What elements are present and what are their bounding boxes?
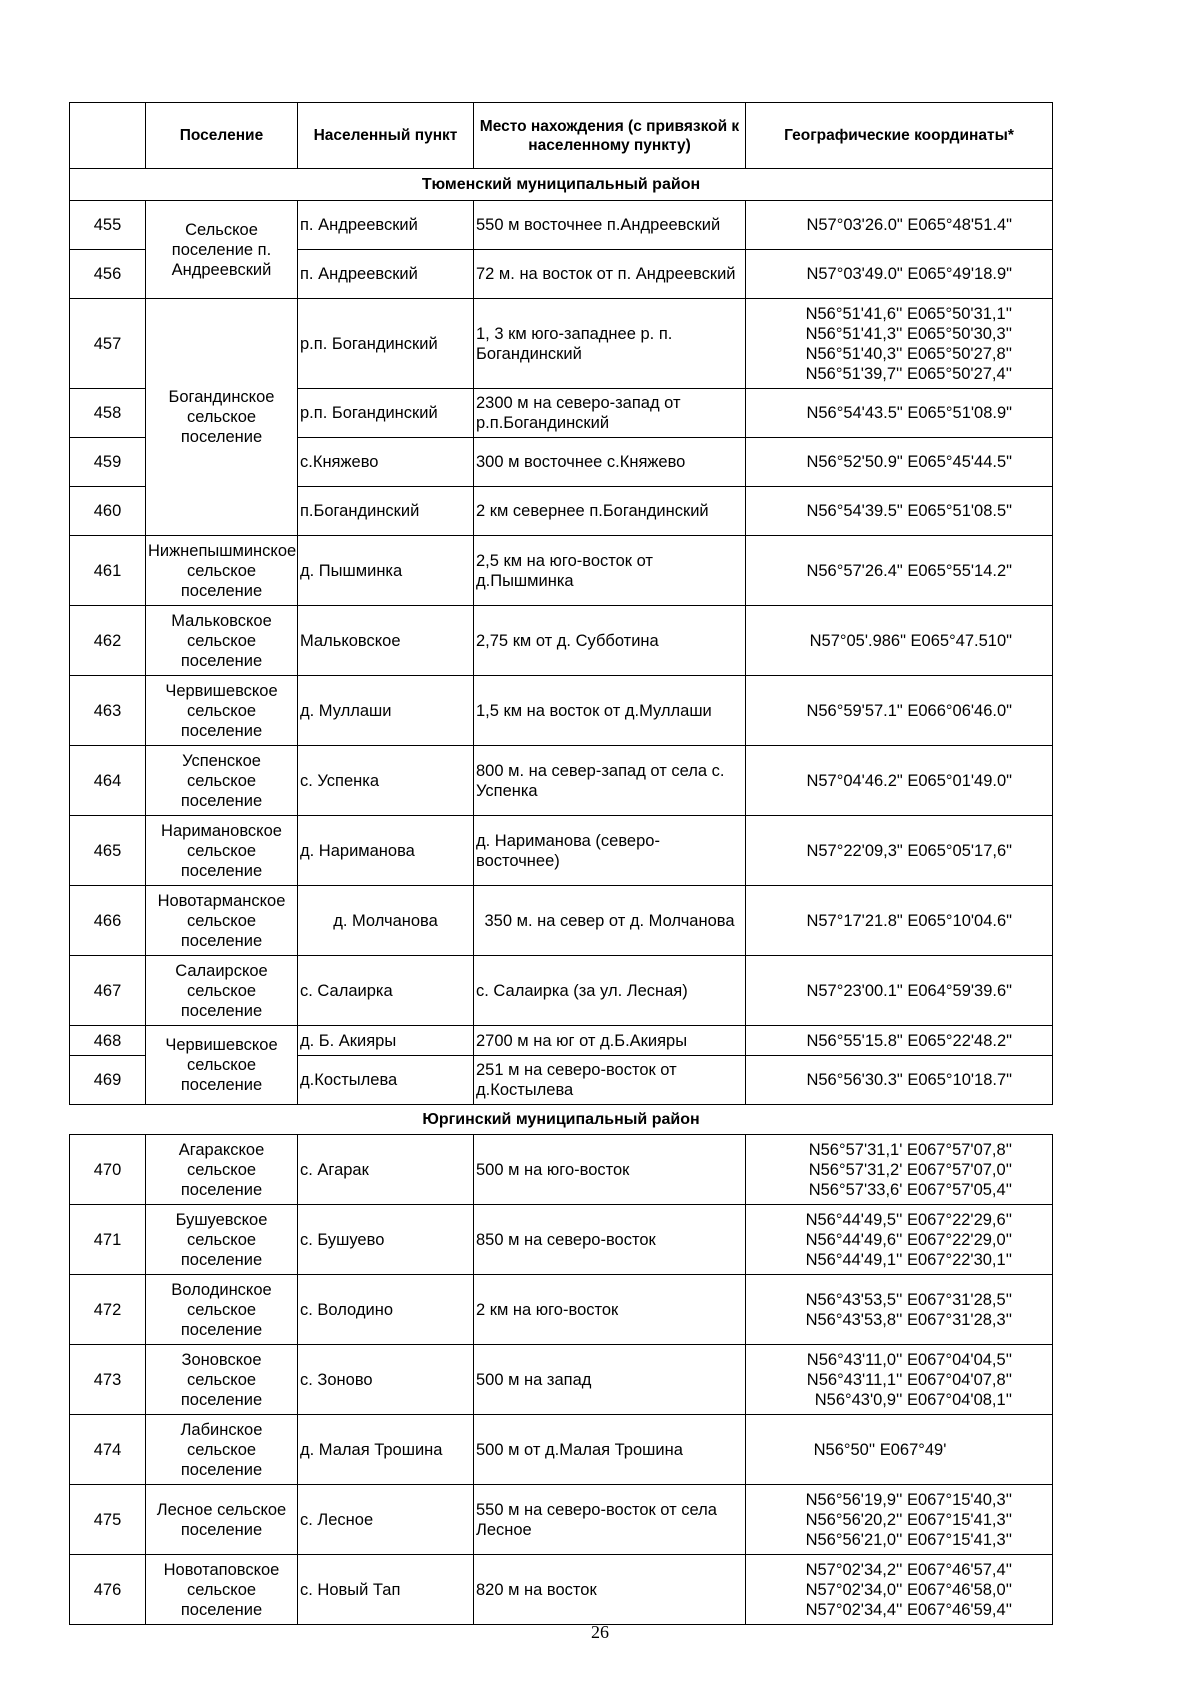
settlement-cell: Салаирское сельское поселение (146, 956, 298, 1026)
section-row (70, 169, 1053, 201)
settlement-cell: Володинское сельское поселение (146, 1275, 298, 1345)
settlement-cell: Червишевское сельское поселение (146, 1026, 298, 1105)
locality-cell: с. Володино (298, 1275, 474, 1345)
locality-cell: с. Зоново (298, 1345, 474, 1415)
coordinate-line: N56°57'33,6' E067°57'05,4'' (808, 1180, 1012, 1199)
settlement-cell: Лабинское сельское поселение (146, 1415, 298, 1485)
place-cell: 500 м на юго-восток (474, 1135, 746, 1205)
settlement-cell: Бушуевское сельское поселение (146, 1205, 298, 1275)
coordinates-cell (746, 606, 1053, 676)
place-cell: 251 м на северо-восток от д.Костылева (474, 1056, 746, 1105)
row-number: 466 (70, 886, 146, 956)
settlement-cell: Богандинское сельское поселение (146, 299, 298, 536)
coordinates-cell (746, 438, 1053, 487)
row-number: 458 (70, 389, 146, 438)
table-row (70, 1345, 1053, 1415)
place-cell: 2,75 км от д. Субботина (474, 606, 746, 676)
coordinate-line: N56°57'26.4" E065°55'14.2" (806, 561, 1012, 580)
place-cell: 550 м восточнее п.Андреевский (474, 201, 746, 250)
header-coordinates: Географические координаты* (746, 103, 1053, 169)
coordinate-line: N56°57'31,1' E067°57'07,8'' (808, 1140, 1012, 1159)
coordinate-line: N57°04'46.2" E065°01'49.0" (806, 771, 1012, 790)
row-number: 473 (70, 1345, 146, 1415)
row-number: 475 (70, 1485, 146, 1555)
place-cell: 2300 м на северо-запад от р.п.Богандинский (474, 389, 746, 438)
coordinates-cell (746, 1275, 1053, 1345)
coordinate-line: N56°56'20,2'' E067°15'41,3'' (805, 1510, 1012, 1529)
coordinates-cell (746, 676, 1053, 746)
table-row (70, 1485, 1053, 1555)
settlement-cell: Червишевское сельское поселение (146, 676, 298, 746)
coordinate-line: N56°51'41,3'' E065°50'30,3'' (805, 324, 1012, 343)
place-cell: 300 м восточнее с.Княжево (474, 438, 746, 487)
place-cell: 820 м на восток (474, 1555, 746, 1625)
row-number: 469 (70, 1056, 146, 1105)
locality-cell: р.п. Богандинский (298, 299, 474, 389)
row-number: 467 (70, 956, 146, 1026)
place-cell: 550 м на северо-восток от села Лесное (474, 1485, 746, 1555)
row-number: 474 (70, 1415, 146, 1485)
place-cell: 350 м. на север от д. Молчанова (474, 886, 746, 956)
coordinates-cell (746, 1415, 1053, 1485)
coordinate-line: N57°23'00.1" E064°59'39.6" (806, 981, 1012, 1000)
coordinate-line: N57°03'49.0" E065°49'18.9" (806, 265, 1012, 283)
row-number: 463 (70, 676, 146, 746)
coordinates-cell (746, 1205, 1053, 1275)
locality-cell: с. Салаирка (298, 956, 474, 1026)
section-title: Юргинский муниципальный район (70, 1105, 1053, 1135)
coordinates-cell (746, 299, 1053, 389)
locality-cell: д. Б. Акияры (298, 1026, 474, 1056)
row-number: 468 (70, 1026, 146, 1056)
coordinate-line: N56°43'53,8'' E067°31'28,3'' (805, 1310, 1012, 1329)
table-row (70, 606, 1053, 676)
place-cell: 2 км севернее п.Богандинский (474, 487, 746, 536)
row-number: 471 (70, 1205, 146, 1275)
locality-cell: д. Нариманова (298, 816, 474, 886)
coordinates-cell (746, 1345, 1053, 1415)
settlement-cell: Мальковское сельское поселение (146, 606, 298, 676)
place-cell: 2 км на юго-восток (474, 1275, 746, 1345)
coordinate-line: N56°43'0,9'' E067°04'08,1'' (814, 1390, 1012, 1409)
locality-cell: д. Пышминка (298, 536, 474, 606)
table-row (70, 201, 1053, 250)
row-number: 455 (70, 201, 146, 250)
place-cell: 2,5 км на юго-восток от д.Пышминка (474, 536, 746, 606)
coordinates-cell (746, 536, 1053, 606)
settlement-cell: Новотаповское сельское поселение (146, 1555, 298, 1625)
row-number: 472 (70, 1275, 146, 1345)
locality-cell: д. Муллаши (298, 676, 474, 746)
coordinates-cell (746, 746, 1053, 816)
coordinate-line: N56°52'50.9" E065°45'44.5" (806, 453, 1012, 471)
place-cell: 500 м от д.Малая Трошина (474, 1415, 746, 1485)
locality-cell: п. Андреевский (298, 201, 474, 250)
table-row (70, 886, 1053, 956)
table-row (70, 816, 1053, 886)
settlement-cell: Успенское сельское поселение (146, 746, 298, 816)
table-row (70, 1555, 1053, 1625)
coordinates-cell (746, 201, 1053, 250)
coordinate-line: N56°43'11,1'' E067°04'07,8'' (806, 1370, 1012, 1389)
place-cell: 72 м. на восток от п. Андреевский (474, 250, 746, 299)
page-number: 26 (591, 1622, 609, 1642)
row-number: 460 (70, 487, 146, 536)
coordinates-cell (746, 956, 1053, 1026)
table-row (70, 676, 1053, 746)
locality-cell: с. Успенка (298, 746, 474, 816)
place-cell: 1, 3 км юго-западнее р. п. Богандинский (474, 299, 746, 389)
locality-cell: с. Агарак (298, 1135, 474, 1205)
settlement-cell: Сельское поселение п. Андреевский (146, 201, 298, 299)
table-row (70, 956, 1053, 1026)
coordinates-cell (746, 1485, 1053, 1555)
coordinates-cell (746, 250, 1053, 299)
table-row (70, 536, 1053, 606)
coordinate-line: N56°44'49,5'' E067°22'29,6'' (805, 1210, 1012, 1229)
place-cell: 2700 м на юг от д.Б.Акияры (474, 1026, 746, 1056)
row-number: 457 (70, 299, 146, 389)
row-number: 462 (70, 606, 146, 676)
settlement-cell: Новотарманское сельское поселение (146, 886, 298, 956)
coordinate-line: N57°02'34,4'' E067°46'59,4'' (805, 1600, 1012, 1619)
locality-cell: п.Богандинский (298, 487, 474, 536)
row-number: 464 (70, 746, 146, 816)
table-row (70, 1205, 1053, 1275)
coordinate-line: N56°51'40,3'' E065°50'27,8'' (805, 344, 1012, 363)
coordinate-line: N57°17'21.8" E065°10'04.6" (806, 911, 1012, 930)
register-table (69, 102, 1053, 1625)
coordinates-cell (746, 886, 1053, 956)
place-cell: с. Салаирка (за ул. Лесная) (474, 956, 746, 1026)
coordinate-line: N56°56'30.3" E065°10'18.7" (806, 1071, 1012, 1089)
place-cell: 1,5 км на восток от д.Муллаши (474, 676, 746, 746)
locality-cell: д.Костылева (298, 1056, 474, 1105)
settlement-cell: Агаракское сельское поселение (146, 1135, 298, 1205)
coordinate-line: N57°05'.986" E065°47.510" (809, 631, 1012, 650)
coordinate-line: N56°51'41,6'' E065°50'31,1'' (805, 304, 1012, 323)
section-row (70, 1105, 1053, 1135)
settlement-cell: Наримановское сельское поселение (146, 816, 298, 886)
coordinate-line: N57°03'26.0" E065°48'51.4" (806, 216, 1012, 234)
locality-cell: с. Бушуево (298, 1205, 474, 1275)
row-number: 470 (70, 1135, 146, 1205)
locality-cell: с. Лесное (298, 1485, 474, 1555)
coordinate-line: N56°43'11,0'' E067°04'04,5'' (806, 1350, 1012, 1369)
coordinate-line: N56°54'39.5" E065°51'08.5" (806, 502, 1012, 520)
coordinate-line: N56°50'' E067°49' (813, 1440, 947, 1459)
coordinate-line: N57°02'34,0'' E067°46'58,0'' (805, 1580, 1012, 1599)
coordinates-cell (746, 487, 1053, 536)
locality-cell: р.п. Богандинский (298, 389, 474, 438)
coordinate-line: N57°02'34,2'' E067°46'57,4'' (805, 1560, 1012, 1579)
section-title: Тюменский муниципальный район (70, 169, 1053, 201)
coordinates-cell (746, 1026, 1053, 1056)
coordinate-line: N56°57'31,2' E067°57'07,0'' (808, 1160, 1012, 1179)
locality-cell: с.Княжево (298, 438, 474, 487)
locality-cell: д. Малая Трошина (298, 1415, 474, 1485)
coordinates-cell (746, 1056, 1053, 1105)
coordinate-line: N56°43'53,5'' E067°31'28,5'' (805, 1290, 1012, 1309)
settlement-cell: Лесное сельское поселение (146, 1485, 298, 1555)
coordinate-line: N57°22'09,3" E065°05'17,6" (806, 841, 1012, 860)
row-number: 465 (70, 816, 146, 886)
place-cell: 500 м на запад (474, 1345, 746, 1415)
coordinate-line: N56°51'39,7'' E065°50'27,4'' (805, 364, 1012, 383)
place-cell: 800 м. на север-запад от села с. Успенка (474, 746, 746, 816)
coordinate-line: N56°55'15.8" E065°22'48.2" (806, 1031, 1012, 1050)
table-row (70, 1275, 1053, 1345)
row-number: 461 (70, 536, 146, 606)
coordinate-line: N56°44'49,1'' E067°22'30,1'' (805, 1250, 1012, 1269)
header-locality: Населенный пункт (298, 103, 474, 169)
place-cell: д. Нариманова (северо-восточнее) (474, 816, 746, 886)
coordinates-cell (746, 816, 1053, 886)
table-row (70, 1026, 1053, 1056)
settlement-cell: Зоновское сельское поселение (146, 1345, 298, 1415)
coordinate-line: N56°56'19,9'' E067°15'40,3'' (805, 1490, 1012, 1509)
coordinate-line: N56°59'57.1" E066°06'46.0" (806, 701, 1012, 720)
coordinate-line: N56°54'43.5" E065°51'08.9" (806, 404, 1012, 422)
coordinates-cell (746, 1555, 1053, 1625)
locality-cell: Мальковское (298, 606, 474, 676)
header-place: Место нахождения (с привязкой к населенному пункту) (474, 103, 746, 169)
settlement-cell: Нижнепышминское сельское поселение (146, 536, 298, 606)
table-row (70, 1135, 1053, 1205)
table-row (70, 1415, 1053, 1485)
locality-cell: с. Новый Тап (298, 1555, 474, 1625)
header-settlement: Поселение (146, 103, 298, 169)
locality-cell: д. Молчанова (298, 886, 474, 956)
row-number: 459 (70, 438, 146, 487)
row-number: 476 (70, 1555, 146, 1625)
locality-cell: п. Андреевский (298, 250, 474, 299)
header-number (70, 103, 146, 169)
coordinate-line: N56°56'21,0'' E067°15'41,3'' (805, 1530, 1012, 1549)
row-number: 456 (70, 250, 146, 299)
table-row (70, 299, 1053, 389)
table-row (70, 746, 1053, 816)
place-cell: 850 м на северо-восток (474, 1205, 746, 1275)
header-row (70, 103, 1053, 169)
coordinates-cell (746, 1135, 1053, 1205)
coordinate-line: N56°44'49,6'' E067°22'29,0'' (805, 1230, 1012, 1249)
coordinates-cell (746, 389, 1053, 438)
